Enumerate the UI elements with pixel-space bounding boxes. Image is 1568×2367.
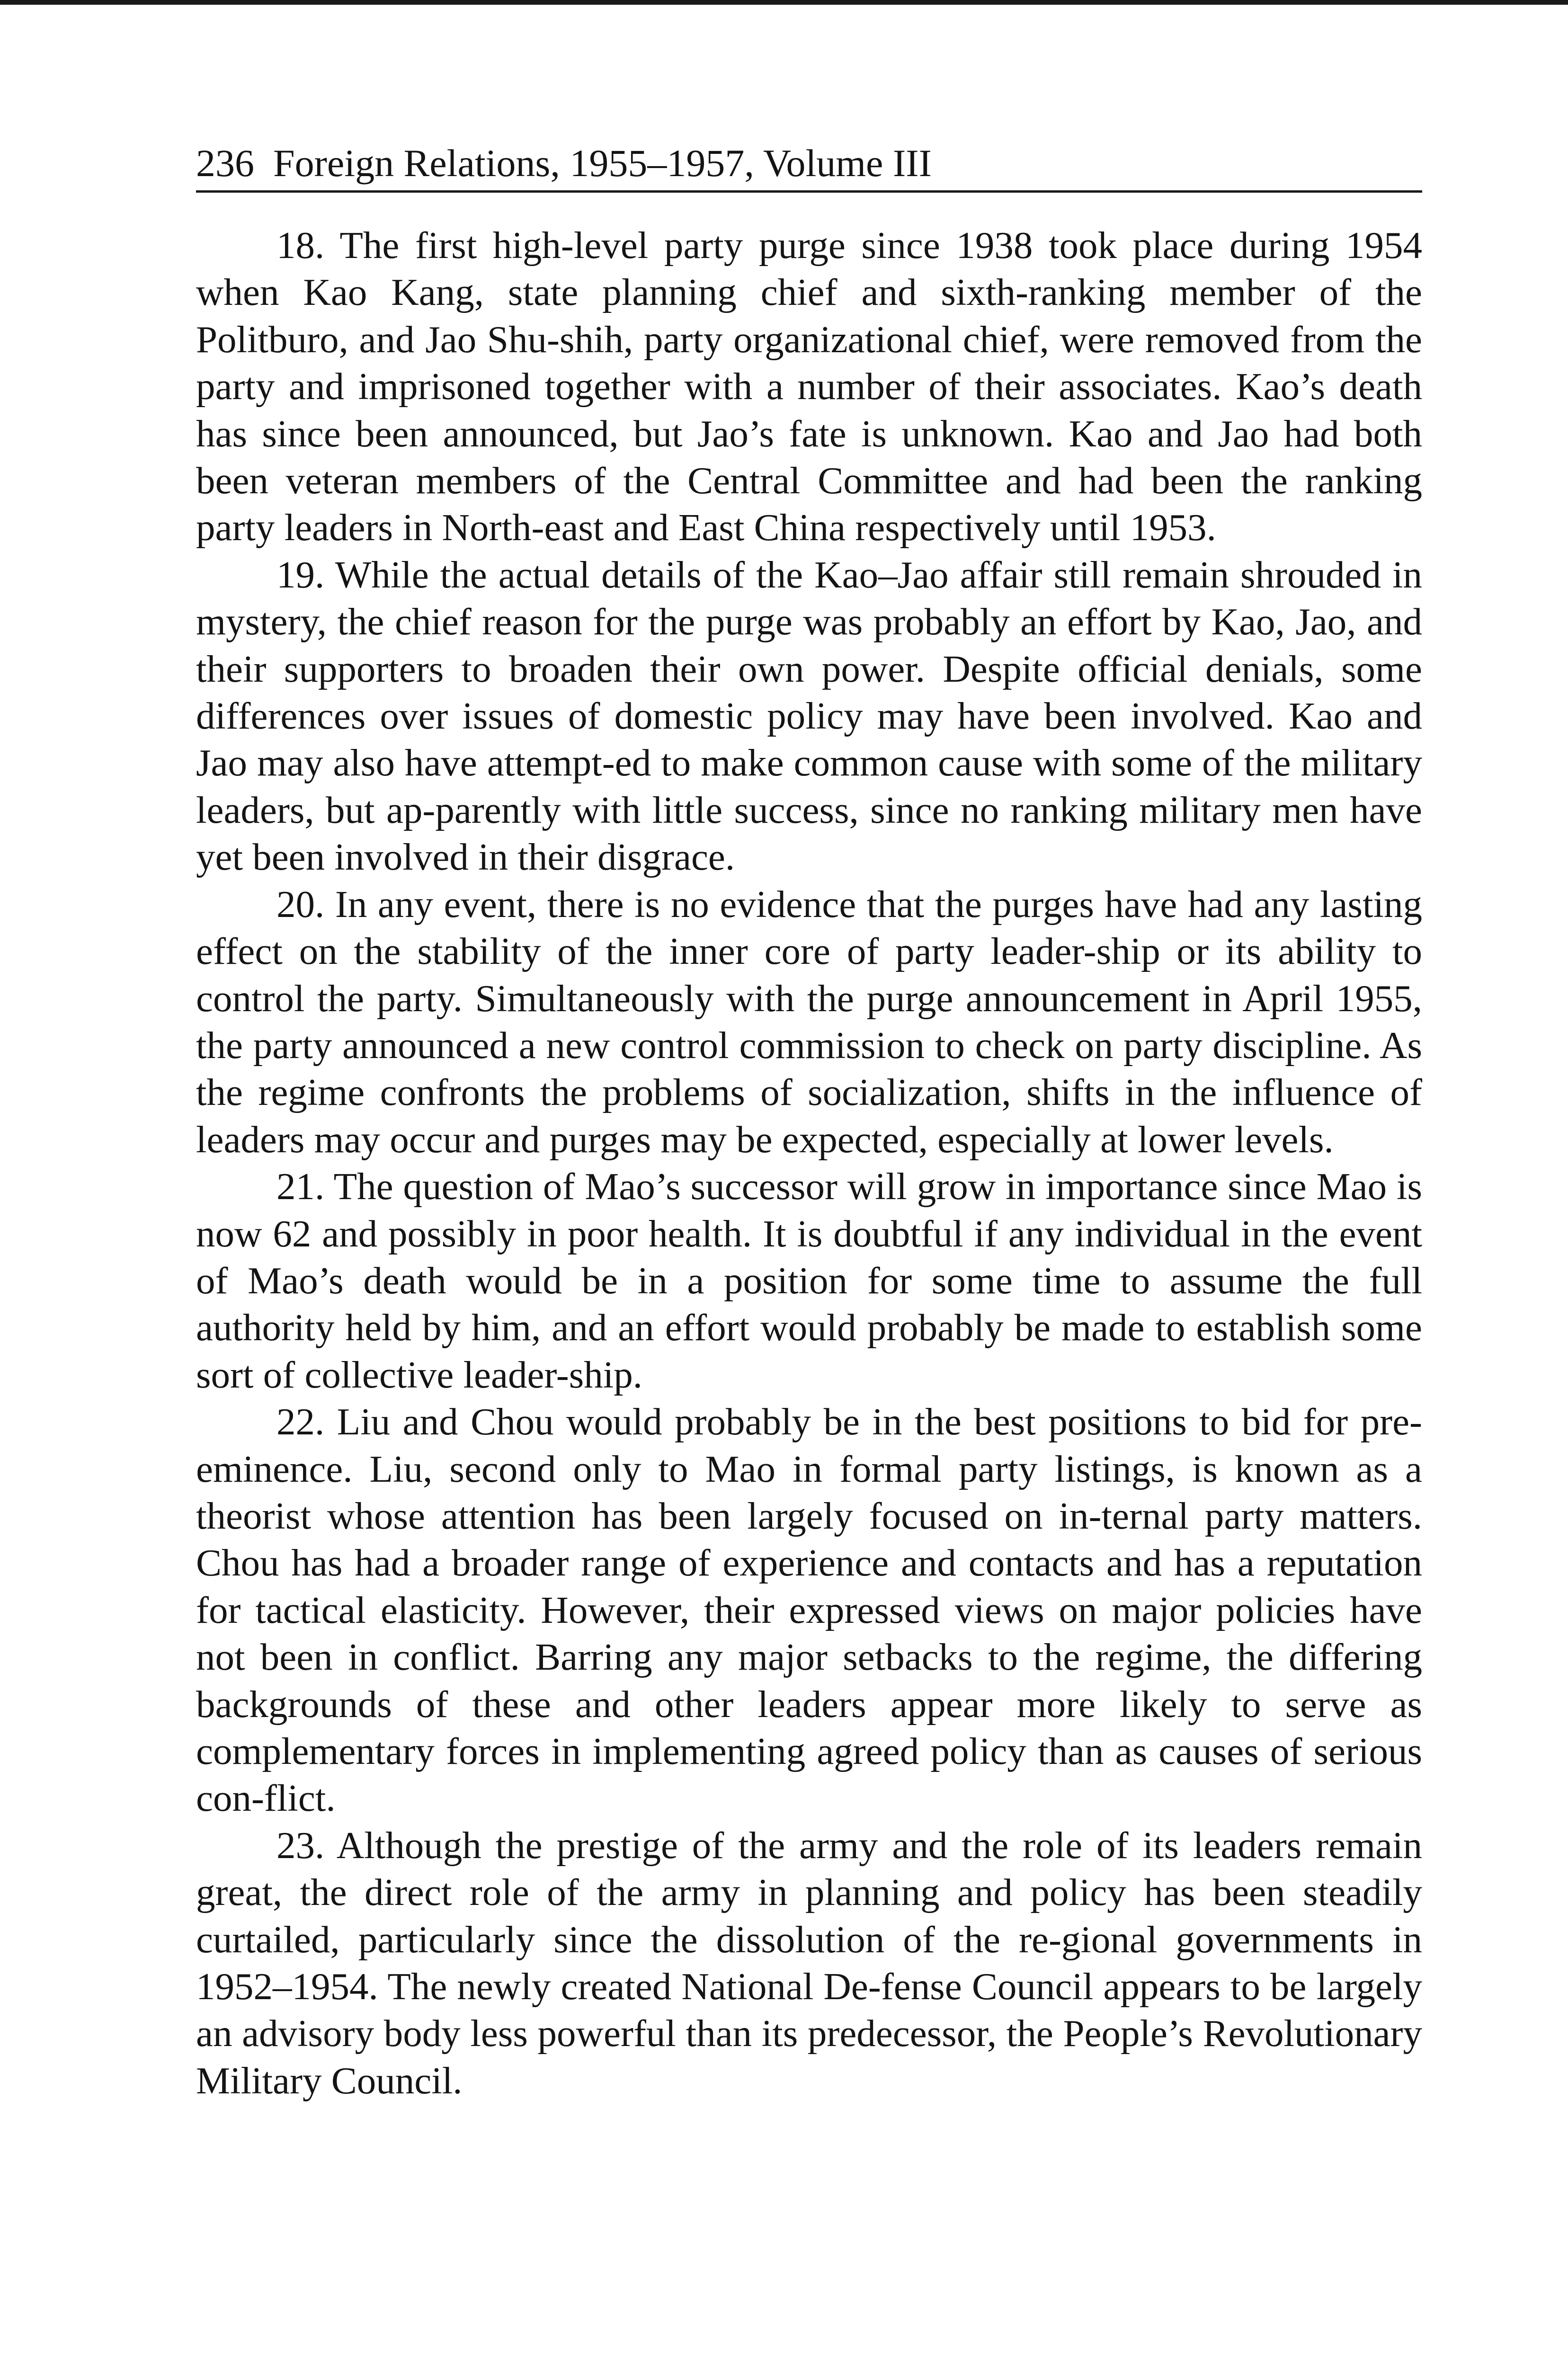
paragraph-18: 18. The first high-level party purge since 1938 took place during 1954 when Kao Kang, state planning chief and sixth-ranking member of the Politburo, and Jao Shu-shih, party organizational chief, were removed from the party and imprisoned together with a number of their associates. Kao’s death has since been announced, but Jao’s fate is unknown. Kao and Jao had both been veteran members of the Central Committee and had been the ranking party leaders in North-east and East China respectively until 1953. xyxy=(196,224,1422,549)
paragraph-21: 21. The question of Mao’s successor will grow in importance since Mao is now 62 and possibly in poor health. It is doubtful if any individual in the event of Mao’s death would be in a position for some time to assume the full authority held by him, and an effort would probably be made to establish some sort of collective leader-ship. xyxy=(196,1165,1422,1396)
scan-top-border xyxy=(0,0,1568,5)
document-page xyxy=(196,137,1422,2104)
volume-title: Foreign Relations, 1955–1957, Volume III xyxy=(273,142,932,185)
body-text xyxy=(196,222,1422,2104)
paragraph-20: 20. In any event, there is no evidence that the purges have had any lasting effect on the stability of the inner core of party leader-ship or its ability to control the party. Simultaneously with the purge announcement in April 1955, the party announced a new control commission to check on party discipline. As the regime confronts the problems of socialization, shifts in the influence of leaders may occur and purges may be expected, especially at lower levels. xyxy=(196,882,1422,1161)
page-number: 236 xyxy=(196,142,254,185)
paragraph-23: 23. Although the prestige of the army and the role of its leaders remain great, the direct role of the army in planning and policy has been steadily curtailed, particularly since the dissolution of the re-gional governments in 1952–1954. The newly created National De-fense Council appears to be largely an advisory body less powerful than its predecessor, the People’s Revolutionary Military Council. xyxy=(196,1824,1422,2102)
running-header xyxy=(196,137,1422,193)
paragraph-19: 19. While the actual details of the Kao–Jao affair still remain shrouded in mystery, the chief reason for the purge was probably an effort by Kao, Jao, and their supporters to broaden their own power. Despite official denials, some differences over issues of domestic policy may have been involved. Kao and Jao may also have attempt-ed to make common cause with some of the military leaders, but ap-parently with little success, since no ranking military men have yet been involved in their disgrace. xyxy=(196,553,1422,879)
paragraph-22: 22. Liu and Chou would probably be in the best positions to bid for pre-eminence. Liu, second only to Mao in formal party listings, is known as a theorist whose attention has been largely focused on in-ternal party matters. Chou has had a broader range of experience and contacts and has a reputation for tactical elasticity. However, their expressed views on major policies have not been in conflict. Barring any major setbacks to the regime, the differing backgrounds of these and other leaders appear more likely to serve as complementary forces in implementing agreed policy than as causes of serious con-flict. xyxy=(196,1400,1422,1820)
